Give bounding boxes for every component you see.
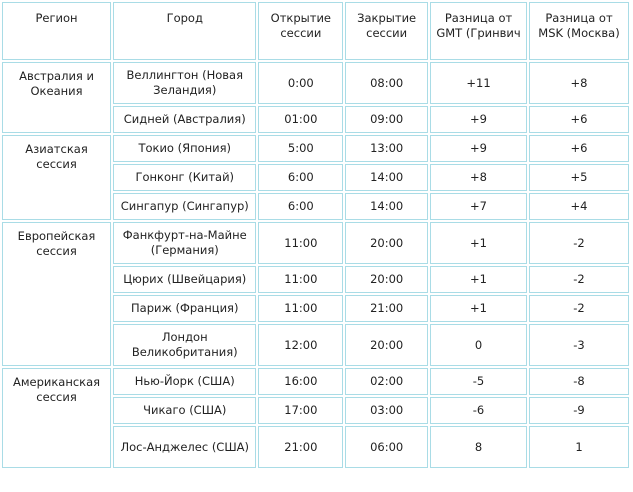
header-open: Открытие сессии [258, 2, 343, 60]
header-close: Закрытие сессии [345, 2, 428, 60]
gmt-cell: +9 [430, 135, 527, 162]
close-cell: 03:00 [345, 397, 428, 424]
header-region: Регион [2, 2, 111, 60]
gmt-cell: -5 [430, 368, 527, 395]
gmt-cell: +9 [430, 106, 527, 133]
msk-cell: +5 [529, 164, 629, 191]
close-cell: 14:00 [345, 164, 428, 191]
gmt-cell: 0 [430, 324, 527, 366]
city-cell: Лондон Великобритания) [113, 324, 256, 366]
city-cell: Цюрих (Швейцария) [113, 266, 256, 293]
msk-cell: +6 [529, 135, 629, 162]
open-cell: 0:00 [258, 62, 343, 104]
city-cell: Токио (Япония) [113, 135, 256, 162]
close-cell: 13:00 [345, 135, 428, 162]
region-asia: Азиатская сессия [2, 135, 111, 220]
close-cell: 09:00 [345, 106, 428, 133]
msk-cell: -2 [529, 295, 629, 322]
open-cell: 11:00 [258, 222, 343, 264]
open-cell: 12:00 [258, 324, 343, 366]
msk-cell: +6 [529, 106, 629, 133]
header-gmt: Разница от GMT (Гринвич [430, 2, 527, 60]
city-cell: Париж (Франция) [113, 295, 256, 322]
gmt-cell: 8 [430, 426, 527, 468]
gmt-cell: +1 [430, 295, 527, 322]
msk-cell: +8 [529, 62, 629, 104]
city-cell: Нью-Йорк (США) [113, 368, 256, 395]
city-cell: Лос-Анджелес (США) [113, 426, 256, 468]
gmt-cell: +7 [430, 193, 527, 220]
table-row [2, 62, 629, 104]
city-cell: Сингапур (Сингапур) [113, 193, 256, 220]
msk-cell: -3 [529, 324, 629, 366]
close-cell: 02:00 [345, 368, 428, 395]
table-row [2, 222, 629, 264]
open-cell: 6:00 [258, 193, 343, 220]
region-australia: Австралия и Океания [2, 62, 111, 133]
open-cell: 16:00 [258, 368, 343, 395]
open-cell: 17:00 [258, 397, 343, 424]
table-row [2, 368, 629, 395]
open-cell: 11:00 [258, 266, 343, 293]
close-cell: 20:00 [345, 324, 428, 366]
gmt-cell: -6 [430, 397, 527, 424]
city-cell: Веллингтон (Новая Зеландия) [113, 62, 256, 104]
header-row [2, 2, 629, 60]
open-cell: 5:00 [258, 135, 343, 162]
open-cell: 01:00 [258, 106, 343, 133]
msk-cell: -9 [529, 397, 629, 424]
msk-cell: +4 [529, 193, 629, 220]
open-cell: 6:00 [258, 164, 343, 191]
city-cell: Гонконг (Китай) [113, 164, 256, 191]
gmt-cell: +11 [430, 62, 527, 104]
msk-cell: 1 [529, 426, 629, 468]
gmt-cell: +1 [430, 266, 527, 293]
header-msk: Разница от MSK (Москва) [529, 2, 629, 60]
city-cell: Фанкфурт-на-Майне (Германия) [113, 222, 256, 264]
close-cell: 14:00 [345, 193, 428, 220]
region-america: Американская сессия [2, 368, 111, 468]
open-cell: 21:00 [258, 426, 343, 468]
msk-cell: -8 [529, 368, 629, 395]
msk-cell: -2 [529, 222, 629, 264]
open-cell: 11:00 [258, 295, 343, 322]
region-europe: Европейская сессия [2, 222, 111, 366]
close-cell: 06:00 [345, 426, 428, 468]
close-cell: 20:00 [345, 266, 428, 293]
close-cell: 08:00 [345, 62, 428, 104]
table-row [2, 135, 629, 162]
header-city: Город [113, 2, 256, 60]
gmt-cell: +8 [430, 164, 527, 191]
gmt-cell: +1 [430, 222, 527, 264]
close-cell: 21:00 [345, 295, 428, 322]
close-cell: 20:00 [345, 222, 428, 264]
msk-cell: -2 [529, 266, 629, 293]
city-cell: Чикаго (США) [113, 397, 256, 424]
city-cell: Сидней (Австралия) [113, 106, 256, 133]
